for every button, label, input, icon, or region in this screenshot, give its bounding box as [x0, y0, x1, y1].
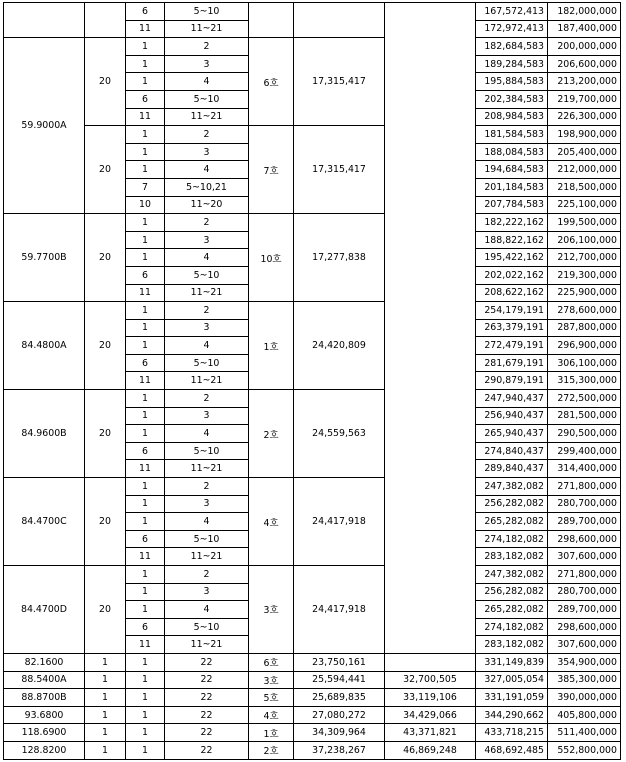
extension-cost-cell [385, 3, 476, 654]
extension-cost-cell: 33,119,106 [385, 689, 476, 707]
total-price-cell: 280,700,000 [548, 583, 621, 601]
total-price-cell: 306,100,000 [548, 354, 621, 372]
building-price-cell: 195,884,583 [476, 73, 548, 91]
units-cell: 20 [85, 478, 126, 566]
type-cell: 4호 [249, 706, 294, 724]
building-price-cell: 247,940,437 [476, 390, 548, 408]
floor-count-cell: 1 [126, 161, 165, 179]
floor-range-cell: 22 [165, 741, 249, 759]
floor-count-cell: 6 [126, 90, 165, 108]
building-price-cell: 247,382,082 [476, 478, 548, 496]
type-cell: 10호 [249, 214, 294, 302]
land-price-cell: 24,417,918 [294, 566, 385, 654]
total-price-cell: 278,600,000 [548, 302, 621, 320]
land-price-cell: 27,080,272 [294, 706, 385, 724]
units-cell: 1 [85, 689, 126, 707]
floor-count-cell: 11 [126, 460, 165, 478]
building-price-cell: 202,384,583 [476, 90, 548, 108]
building-price-cell: 344,290,662 [476, 706, 548, 724]
building-price-cell: 274,182,082 [476, 530, 548, 548]
building-price-cell: 468,692,485 [476, 741, 548, 759]
floor-range-cell: 2 [165, 126, 249, 144]
area-cell: 84.4700D [4, 566, 85, 654]
building-price-cell: 256,282,082 [476, 495, 548, 513]
building-price-cell: 247,382,082 [476, 566, 548, 584]
floor-range-cell: 5~10 [165, 266, 249, 284]
land-price-cell: 25,594,441 [294, 671, 385, 689]
building-price-cell: 331,191,059 [476, 689, 548, 707]
floor-range-cell: 4 [165, 161, 249, 179]
floor-range-cell: 11~20 [165, 196, 249, 214]
land-price-cell: 23,750,161 [294, 653, 385, 671]
total-price-cell: 289,700,000 [548, 601, 621, 619]
floor-count-cell: 1 [126, 724, 165, 742]
floor-count-cell: 7 [126, 178, 165, 196]
building-price-cell: 208,984,583 [476, 108, 548, 126]
area-cell: 84.4800A [4, 302, 85, 390]
floor-range-cell: 2 [165, 214, 249, 232]
floor-count-cell: 1 [126, 302, 165, 320]
total-price-cell: 213,200,000 [548, 73, 621, 91]
floor-count-cell: 11 [126, 108, 165, 126]
total-price-cell: 281,500,000 [548, 407, 621, 425]
table-row [4, 671, 621, 689]
table-row [4, 706, 621, 724]
floor-count-cell: 1 [126, 319, 165, 337]
area-cell: 118.6900 [4, 724, 85, 742]
building-price-cell: 254,179,191 [476, 302, 548, 320]
floor-count-cell: 1 [126, 337, 165, 355]
building-price-cell: 281,679,191 [476, 354, 548, 372]
floor-count-cell: 1 [126, 583, 165, 601]
building-price-cell: 167,572,413 [476, 3, 548, 21]
floor-count-cell: 6 [126, 442, 165, 460]
floor-count-cell: 6 [126, 618, 165, 636]
table-row [4, 3, 621, 21]
price-table-body [4, 3, 621, 760]
total-price-cell: 315,300,000 [548, 372, 621, 390]
land-price-cell: 24,559,563 [294, 390, 385, 478]
building-price-cell: 265,282,082 [476, 513, 548, 531]
type-cell: 5호 [249, 689, 294, 707]
units-cell: 1 [85, 653, 126, 671]
floor-count-cell: 1 [126, 425, 165, 443]
type-cell: 3호 [249, 671, 294, 689]
type-cell: 1호 [249, 302, 294, 390]
units-cell [85, 3, 126, 38]
floor-count-cell: 11 [126, 548, 165, 566]
total-price-cell: 226,300,000 [548, 108, 621, 126]
land-price-cell [294, 3, 385, 38]
floor-range-cell: 2 [165, 38, 249, 56]
total-price-cell: 390,000,000 [548, 689, 621, 707]
building-price-cell: 208,622,162 [476, 284, 548, 302]
total-price-cell: 218,500,000 [548, 178, 621, 196]
building-price-cell: 207,784,583 [476, 196, 548, 214]
type-cell [249, 3, 294, 38]
total-price-cell: 271,800,000 [548, 478, 621, 496]
building-price-cell: 290,879,191 [476, 372, 548, 390]
building-price-cell: 195,422,162 [476, 249, 548, 267]
building-price-cell: 327,005,054 [476, 671, 548, 689]
land-price-cell: 34,309,964 [294, 724, 385, 742]
total-price-cell: 200,000,000 [548, 38, 621, 56]
area-cell: 88.5400A [4, 671, 85, 689]
table-row [4, 478, 621, 496]
total-price-cell: 511,400,000 [548, 724, 621, 742]
floor-range-cell: 5~10 [165, 442, 249, 460]
total-price-cell: 198,900,000 [548, 126, 621, 144]
type-cell: 7호 [249, 126, 294, 214]
area-cell: 93.6800 [4, 706, 85, 724]
building-price-cell: 182,222,162 [476, 214, 548, 232]
units-cell: 20 [85, 566, 126, 654]
total-price-cell: 298,600,000 [548, 618, 621, 636]
area-cell: 82.1600 [4, 653, 85, 671]
table-row [4, 724, 621, 742]
total-price-cell: 225,900,000 [548, 284, 621, 302]
floor-count-cell: 1 [126, 689, 165, 707]
total-price-cell: 298,600,000 [548, 530, 621, 548]
total-price-cell: 307,600,000 [548, 548, 621, 566]
units-cell: 1 [85, 706, 126, 724]
land-price-cell: 37,238,267 [294, 741, 385, 759]
floor-count-cell: 6 [126, 266, 165, 284]
land-price-cell: 17,315,417 [294, 126, 385, 214]
floor-count-cell: 1 [126, 249, 165, 267]
floor-count-cell: 11 [126, 284, 165, 302]
units-cell: 20 [85, 302, 126, 390]
table-row [4, 689, 621, 707]
floor-range-cell: 3 [165, 231, 249, 249]
total-price-cell: 354,900,000 [548, 653, 621, 671]
floor-count-cell: 6 [126, 354, 165, 372]
total-price-cell: 206,600,000 [548, 55, 621, 73]
building-price-cell: 188,084,583 [476, 143, 548, 161]
floor-count-cell: 11 [126, 20, 165, 38]
building-price-cell: 256,940,437 [476, 407, 548, 425]
extension-cost-cell [385, 653, 476, 671]
land-price-cell: 25,689,835 [294, 689, 385, 707]
floor-range-cell: 11~21 [165, 636, 249, 654]
floor-range-cell: 2 [165, 566, 249, 584]
extension-cost-cell: 34,429,066 [385, 706, 476, 724]
table-row [4, 38, 621, 56]
total-price-cell: 187,400,000 [548, 20, 621, 38]
floor-range-cell: 22 [165, 689, 249, 707]
building-price-cell: 256,282,082 [476, 583, 548, 601]
floor-count-cell: 1 [126, 601, 165, 619]
extension-cost-cell: 32,700,505 [385, 671, 476, 689]
building-price-cell: 331,149,839 [476, 653, 548, 671]
floor-count-cell: 1 [126, 390, 165, 408]
floor-range-cell: 22 [165, 706, 249, 724]
floor-range-cell: 4 [165, 337, 249, 355]
building-price-cell: 265,282,082 [476, 601, 548, 619]
area-cell: 59.7700B [4, 214, 85, 302]
floor-range-cell: 5~10,21 [165, 178, 249, 196]
total-price-cell: 271,800,000 [548, 566, 621, 584]
floor-count-cell: 1 [126, 231, 165, 249]
floor-range-cell: 3 [165, 319, 249, 337]
total-price-cell: 314,400,000 [548, 460, 621, 478]
extension-cost-cell: 46,869,248 [385, 741, 476, 759]
type-cell: 2호 [249, 741, 294, 759]
floor-range-cell: 3 [165, 143, 249, 161]
type-cell: 6호 [249, 653, 294, 671]
floor-range-cell: 3 [165, 407, 249, 425]
floor-range-cell: 3 [165, 495, 249, 513]
floor-range-cell: 5~10 [165, 90, 249, 108]
total-price-cell: 296,900,000 [548, 337, 621, 355]
land-price-cell: 24,417,918 [294, 478, 385, 566]
total-price-cell: 219,300,000 [548, 266, 621, 284]
building-price-cell: 182,684,583 [476, 38, 548, 56]
total-price-cell: 307,600,000 [548, 636, 621, 654]
floor-range-cell: 4 [165, 513, 249, 531]
units-cell: 1 [85, 741, 126, 759]
table-row [4, 653, 621, 671]
floor-range-cell: 5~10 [165, 618, 249, 636]
building-price-cell: 433,718,215 [476, 724, 548, 742]
floor-range-cell: 22 [165, 671, 249, 689]
table-row [4, 302, 621, 320]
building-price-cell: 181,584,583 [476, 126, 548, 144]
type-cell: 3호 [249, 566, 294, 654]
total-price-cell: 405,800,000 [548, 706, 621, 724]
floor-range-cell: 4 [165, 73, 249, 91]
total-price-cell: 287,800,000 [548, 319, 621, 337]
floor-range-cell: 11~21 [165, 108, 249, 126]
floor-range-cell: 11~21 [165, 548, 249, 566]
floor-range-cell: 4 [165, 425, 249, 443]
land-price-cell: 17,315,417 [294, 38, 385, 126]
total-price-cell: 205,400,000 [548, 143, 621, 161]
land-price-cell: 17,277,838 [294, 214, 385, 302]
units-cell: 1 [85, 671, 126, 689]
total-price-cell: 280,700,000 [548, 495, 621, 513]
price-table [3, 2, 621, 760]
table-row [4, 214, 621, 232]
floor-range-cell: 11~21 [165, 284, 249, 302]
total-price-cell: 299,400,000 [548, 442, 621, 460]
floor-count-cell: 1 [126, 214, 165, 232]
floor-count-cell: 11 [126, 372, 165, 390]
floor-range-cell: 3 [165, 583, 249, 601]
area-cell [4, 3, 85, 38]
units-cell: 20 [85, 126, 126, 214]
building-price-cell: 194,684,583 [476, 161, 548, 179]
building-price-cell: 265,940,437 [476, 425, 548, 443]
area-cell: 84.9600B [4, 390, 85, 478]
building-price-cell: 272,479,191 [476, 337, 548, 355]
floor-count-cell: 1 [126, 126, 165, 144]
floor-count-cell: 6 [126, 530, 165, 548]
building-price-cell: 274,182,082 [476, 618, 548, 636]
floor-range-cell: 4 [165, 249, 249, 267]
floor-range-cell: 5~10 [165, 354, 249, 372]
total-price-cell: 206,100,000 [548, 231, 621, 249]
units-cell: 20 [85, 390, 126, 478]
floor-range-cell: 2 [165, 302, 249, 320]
total-price-cell: 212,000,000 [548, 161, 621, 179]
type-cell: 4호 [249, 478, 294, 566]
floor-range-cell: 5~10 [165, 3, 249, 21]
building-price-cell: 263,379,191 [476, 319, 548, 337]
extension-cost-cell: 43,371,821 [385, 724, 476, 742]
type-cell: 2호 [249, 390, 294, 478]
floor-count-cell: 1 [126, 741, 165, 759]
floor-count-cell: 1 [126, 513, 165, 531]
area-cell: 59.9000A [4, 38, 85, 214]
total-price-cell: 272,500,000 [548, 390, 621, 408]
units-cell: 20 [85, 38, 126, 126]
type-cell: 6호 [249, 38, 294, 126]
total-price-cell: 182,000,000 [548, 3, 621, 21]
floor-range-cell: 11~21 [165, 372, 249, 390]
floor-count-cell: 1 [126, 478, 165, 496]
floor-range-cell: 11~21 [165, 460, 249, 478]
area-cell: 88.8700B [4, 689, 85, 707]
building-price-cell: 188,822,162 [476, 231, 548, 249]
building-price-cell: 189,284,583 [476, 55, 548, 73]
floor-count-cell: 1 [126, 671, 165, 689]
floor-count-cell: 1 [126, 73, 165, 91]
floor-count-cell: 1 [126, 653, 165, 671]
building-price-cell: 283,182,082 [476, 636, 548, 654]
floor-range-cell: 22 [165, 724, 249, 742]
floor-range-cell: 11~21 [165, 20, 249, 38]
floor-count-cell: 1 [126, 706, 165, 724]
floor-count-cell: 1 [126, 407, 165, 425]
floor-count-cell: 1 [126, 38, 165, 56]
floor-count-cell: 10 [126, 196, 165, 214]
floor-range-cell: 3 [165, 55, 249, 73]
floor-count-cell: 1 [126, 143, 165, 161]
total-price-cell: 290,500,000 [548, 425, 621, 443]
floor-count-cell: 6 [126, 3, 165, 21]
floor-range-cell: 4 [165, 601, 249, 619]
units-cell: 1 [85, 724, 126, 742]
building-price-cell: 274,840,437 [476, 442, 548, 460]
building-price-cell: 172,972,413 [476, 20, 548, 38]
total-price-cell: 385,300,000 [548, 671, 621, 689]
floor-range-cell: 22 [165, 653, 249, 671]
total-price-cell: 212,700,000 [548, 249, 621, 267]
table-row [4, 126, 621, 144]
total-price-cell: 289,700,000 [548, 513, 621, 531]
units-cell: 20 [85, 214, 126, 302]
type-cell: 1호 [249, 724, 294, 742]
table-row [4, 390, 621, 408]
total-price-cell: 225,100,000 [548, 196, 621, 214]
building-price-cell: 283,182,082 [476, 548, 548, 566]
table-row [4, 741, 621, 759]
area-cell: 84.4700C [4, 478, 85, 566]
floor-count-cell: 1 [126, 55, 165, 73]
floor-count-cell: 1 [126, 495, 165, 513]
total-price-cell: 219,700,000 [548, 90, 621, 108]
floor-range-cell: 2 [165, 390, 249, 408]
total-price-cell: 199,500,000 [548, 214, 621, 232]
building-price-cell: 289,840,437 [476, 460, 548, 478]
table-row [4, 566, 621, 584]
floor-range-cell: 5~10 [165, 530, 249, 548]
floor-count-cell: 1 [126, 566, 165, 584]
total-price-cell: 552,800,000 [548, 741, 621, 759]
building-price-cell: 202,022,162 [476, 266, 548, 284]
area-cell: 128.8200 [4, 741, 85, 759]
floor-range-cell: 2 [165, 478, 249, 496]
land-price-cell: 24,420,809 [294, 302, 385, 390]
floor-count-cell: 11 [126, 636, 165, 654]
building-price-cell: 201,184,583 [476, 178, 548, 196]
